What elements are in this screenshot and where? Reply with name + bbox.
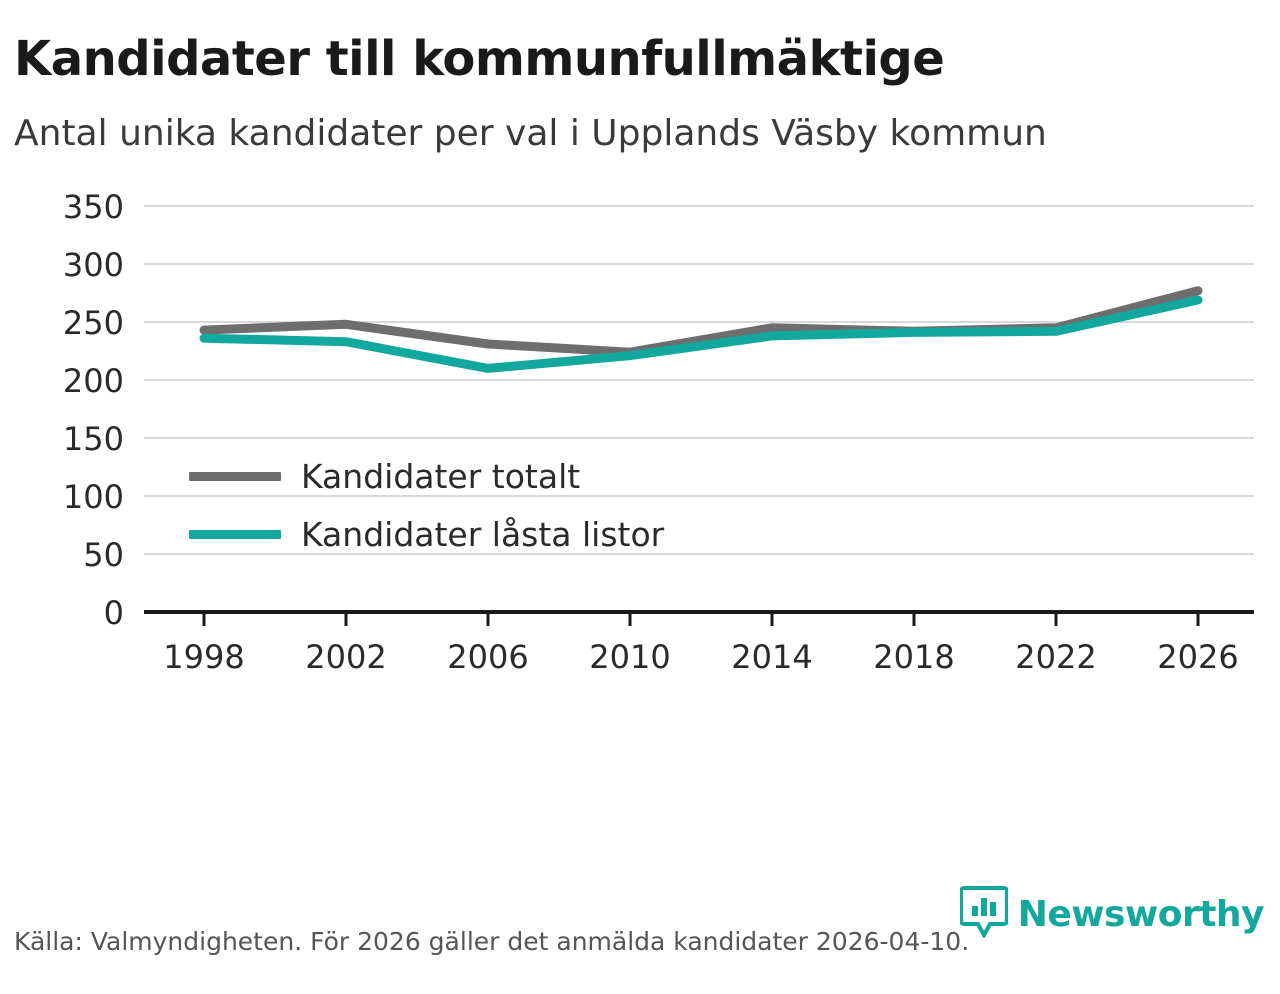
brand-logo (960, 886, 1264, 942)
chart-legend (189, 448, 664, 564)
y-axis-labels (63, 188, 124, 632)
page-title: Kandidater till kommunfullmäktige (14, 31, 945, 87)
x-tick-label: 1998 (163, 637, 245, 676)
series-lines (204, 291, 1198, 369)
x-tick-label: 2026 (1157, 637, 1239, 676)
x-tick-label: 2002 (305, 637, 387, 676)
x-axis-ticks (204, 612, 1198, 626)
y-tick-label: 100 (62, 477, 124, 516)
y-tick-label: 250 (62, 303, 124, 342)
x-tick-label: 2010 (589, 637, 671, 676)
brand-name: Newsworthy (1017, 893, 1264, 935)
x-tick-label: 2014 (731, 637, 813, 676)
y-tick-label: 200 (62, 361, 124, 400)
y-tick-label: 150 (62, 419, 124, 458)
legend-item-total (189, 448, 664, 506)
y-tick-label: 0 (103, 593, 124, 632)
x-axis-labels (163, 638, 1238, 676)
legend-swatch-locked (189, 530, 281, 539)
x-tick-label: 2018 (873, 637, 955, 676)
y-tick-label: 50 (83, 535, 124, 574)
chart-page (0, 31, 1280, 994)
series-line-kandidater-lasta-listor (204, 300, 1198, 368)
chart-svg (14, 176, 1266, 676)
y-tick-label: 300 (62, 245, 124, 284)
newsworthy-logo-icon (960, 886, 1008, 942)
line-chart (14, 176, 1266, 676)
y-tick-label: 350 (62, 187, 124, 226)
source-note: Källa: Valmyndigheten. För 2026 gäller det anmälda kandidater 2026-04-10. (14, 927, 970, 956)
page-subtitle: Antal unika kandidater per val i Upplands Väsby kommun (14, 113, 1047, 155)
x-tick-label: 2022 (1015, 637, 1097, 676)
legend-item-locked (189, 506, 664, 564)
legend-swatch-total (189, 472, 281, 481)
x-tick-label: 2006 (447, 637, 529, 676)
legend-label-total: Kandidater totalt (301, 457, 581, 497)
legend-label-locked: Kandidater låsta listor (301, 515, 665, 555)
